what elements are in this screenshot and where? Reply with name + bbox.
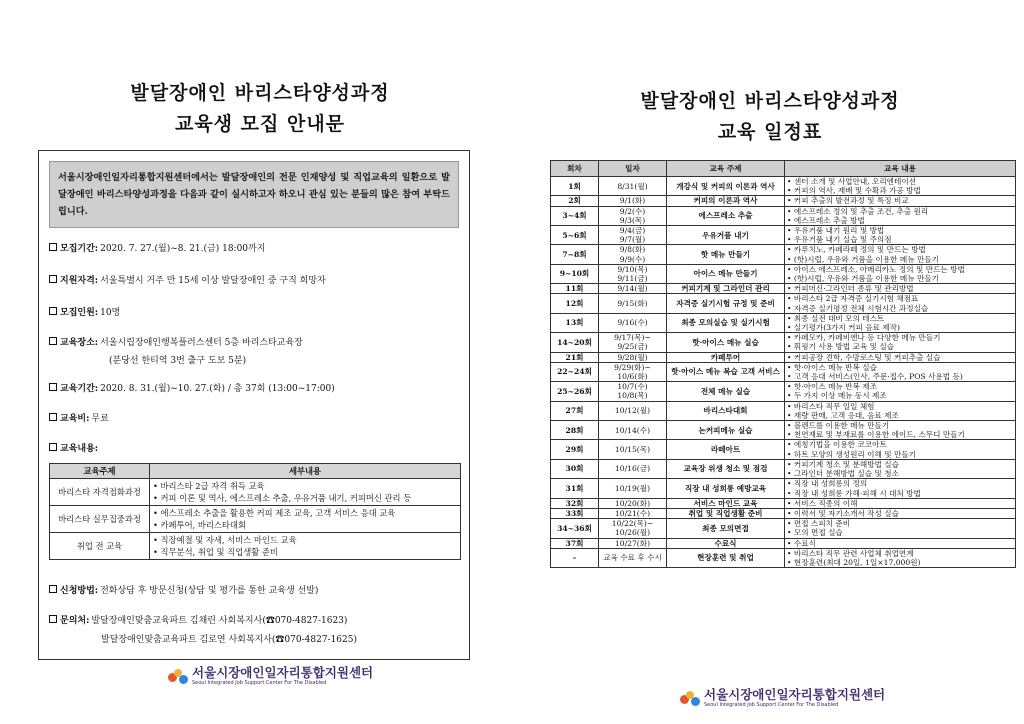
schedule-topic: 취업 및 직업생활 준비 [667, 508, 785, 518]
table-row [50, 479, 461, 506]
schedule-content [785, 294, 1016, 313]
content-item: • 커피 이론 및 역사, 에스프레소 추출, 우유거품 내기, 커피머신 관리 등 [153, 492, 457, 504]
schedule-topic: 핫 메뉴 만들기 [667, 245, 785, 264]
info-label: 신청방법: [60, 586, 99, 596]
info-label: 교육기간: [60, 384, 99, 394]
table-row [551, 245, 1016, 264]
table-row [551, 508, 1016, 518]
schedule-content-item: • 고객 응대 서비스(인사, 주문·접수, POS 사용법 등) [787, 372, 1013, 381]
schedule-content-item: • 바리스타 직무 관련 사업체 취업연계 [787, 549, 1013, 558]
table-row [551, 284, 1016, 294]
org-logo-left [168, 666, 373, 687]
info-value: 무료 [91, 414, 109, 424]
schedule-content-item: • 우유거품 내기 원리 및 방법 [787, 226, 1013, 235]
schedule-session: 37회 [551, 538, 599, 548]
table-row [551, 548, 1016, 567]
schedule-session: 32회 [551, 498, 599, 508]
schedule-session: 30회 [551, 459, 599, 478]
schedule-topic: 바리스타대회 [667, 401, 785, 420]
schedule-content-item: • 센터 소개 및 사업안내, 오리엔테이션 [787, 177, 1013, 186]
schedule-content-item: • 직장 내 성희롱의 정의 [787, 479, 1013, 488]
schedule-content-item: • 모의 면접 실습 [787, 528, 1013, 537]
schedule-topic: 최종 모의면접 [667, 519, 785, 538]
info-value: 서울특별시 거주 만 15세 이상 발달장애인 중 구직 희망자 [100, 276, 326, 286]
schedule-date: 9/2(수) 9/3(목) [599, 206, 667, 225]
logo-subtitle: Seoul Integrated Job Support Center For The Disabled [192, 680, 327, 686]
schedule-date: 교육 수료 후 수시 [599, 548, 667, 567]
info-value: 발달장애인맞춤교육파트 김채린 사회복지사(☎070-4827-1623) [91, 616, 348, 626]
content-table [49, 463, 461, 560]
checkbox-icon [49, 243, 57, 251]
schedule-content [785, 508, 1016, 518]
schedule-content [785, 245, 1016, 264]
info-place [49, 337, 303, 350]
schedule-content [785, 459, 1016, 478]
table-row [551, 459, 1016, 478]
info-label: 지원자격: [60, 276, 99, 286]
schedule-date: 10/15(목) [599, 440, 667, 459]
table-row [551, 362, 1016, 381]
content-topic: 바리스타 실무집중과정 [50, 506, 150, 533]
right-page-title [570, 86, 970, 148]
info-value: 2020. 8. 31.(월)~10. 27.(화) / 총 37회 (13:00~17:00) [100, 384, 335, 394]
schedule-content [785, 498, 1016, 508]
table-row [551, 440, 1016, 459]
schedule-content [785, 264, 1016, 283]
schedule-date: 9/15(화) [599, 294, 667, 313]
schedule-session: 1회 [551, 177, 599, 196]
schedule-content-item: • 최종 실전 대비 모의 테스트 [787, 314, 1013, 323]
schedule-content-item: • 수료식 [787, 539, 1013, 548]
table-row [50, 533, 461, 560]
schedule-content-item: • 휘핑기 사용 방법 교육 및 실습 [787, 342, 1013, 351]
checkbox-icon [49, 275, 57, 283]
schedule-content-item: • 핫·아이스 메뉴 반복 제조 [787, 382, 1013, 391]
logo-subtitle: Seoul Integrated Job Support Center For The Disabled [704, 702, 839, 708]
info-apply [49, 585, 318, 598]
schedule-content [785, 352, 1016, 362]
schedule-content-item: • 면접 스피치 준비 [787, 519, 1013, 528]
content-item: • 직무분석, 취업 및 직업생활 준비 [153, 546, 457, 558]
table-row [551, 226, 1016, 245]
schedule-session: 7~8회 [551, 245, 599, 264]
content-item: • 직장예절 및 자세, 서비스 마인드 교육 [153, 534, 457, 546]
content-topic: 취업 전 교육 [50, 533, 150, 560]
schedule-topic: 에스프레소 추출 [667, 206, 785, 225]
checkbox-icon [49, 413, 57, 421]
content-table-header: 세부내용 [150, 464, 461, 479]
logo-icon [680, 691, 700, 707]
checkbox-icon [49, 615, 57, 623]
content-item: • 바리스타 2급 자격 취득 교육 [153, 480, 457, 492]
schedule-content-item: • 자격증 실기평정 전체 시험시간 과정실습 [787, 304, 1013, 313]
schedule-session: 28회 [551, 421, 599, 440]
table-row [551, 264, 1016, 283]
schedule-content-item: • 핫·아이스 메뉴 반복 실습 [787, 363, 1013, 372]
info-capacity [49, 307, 120, 320]
schedule-date: 9/14(월) [599, 284, 667, 294]
schedule-content [785, 196, 1016, 206]
info-label: 교육장소: [60, 338, 99, 348]
schedule-topic: 우유거품 내기 [667, 226, 785, 245]
schedule-topic: 교육장 위생 청소 및 점검 [667, 459, 785, 478]
table-row [551, 352, 1016, 362]
info-fee [49, 413, 109, 426]
table-row [551, 333, 1016, 352]
schedule-date: 9/4(금) 9/7(월) [599, 226, 667, 245]
logo-name: 서울시장애인일자리통합지원센터 [192, 665, 374, 680]
schedule-session: 29회 [551, 440, 599, 459]
info-label: 모집기간: [60, 244, 99, 254]
schedule-date: 10/12(월) [599, 401, 667, 420]
schedule-content [785, 284, 1016, 294]
schedule-content-item: • 서비스 직종의 이해 [787, 499, 1013, 508]
schedule-header: 일자 [599, 161, 667, 177]
schedule-topic: 현장훈련 및 취업 [667, 548, 785, 567]
left-title-line1: 발달장애인 바리스타양성과정 [130, 82, 390, 104]
schedule-topic: 개강식 및 커피의 이론과 역사 [667, 177, 785, 196]
schedule-topic: 핫·아이스 메뉴 복습 고객 서비스 [667, 362, 785, 381]
info-value: 전화상담 후 방문신청(상담 및 평가를 통한 교육생 선발) [100, 586, 319, 596]
schedule-content-item: • 커피머신·그라인더 종류 및 관리방법 [787, 284, 1013, 293]
schedule-content [785, 401, 1016, 420]
schedule-session: - [551, 548, 599, 567]
schedule-date: 10/20(화) [599, 498, 667, 508]
table-row [50, 506, 461, 533]
content-item: • 카페투어, 바리스타대회 [153, 519, 457, 531]
info-edu-period [49, 383, 335, 396]
table-row [551, 313, 1016, 332]
schedule-date: 10/19(월) [599, 479, 667, 498]
table-row [551, 498, 1016, 508]
schedule-content-item: • 카푸치노, 카페라떼 정의 및 만드는 방법 [787, 245, 1013, 254]
checkbox-icon [49, 443, 57, 451]
table-row [551, 382, 1016, 401]
schedule-content [785, 206, 1016, 225]
table-row [551, 294, 1016, 313]
schedule-date: 9/29(화)~ 10/6(화) [599, 362, 667, 381]
schedule-content-item: • 직장 내 성희롱 가해·피해 시 대처 방법 [787, 489, 1013, 498]
schedule-date: 8/31(월) [599, 177, 667, 196]
schedule-topic: 커피의 이론과 역사 [667, 196, 785, 206]
schedule-header: 회차 [551, 161, 599, 177]
schedule-date: 10/22(목)~ 10/26(월) [599, 519, 667, 538]
info-value: 2020. 7. 27.(월)~8. 21.(금) 18:00까지 [100, 244, 266, 254]
schedule-topic: 커피기계 및 그라인더 관리 [667, 284, 785, 294]
schedule-content-item: • 하트 모양의 생성원리 이해 및 만들기 [787, 450, 1013, 459]
schedule-content-item: • 블렌드를 이용한 메뉴 만들기 [787, 421, 1013, 430]
schedule-session: 27회 [551, 401, 599, 420]
table-row [551, 206, 1016, 225]
right-title-line2: 교육 일정표 [717, 121, 823, 143]
schedule-date: 10/7(수) 10/8(목) [599, 382, 667, 401]
schedule-date: 9/28(월) [599, 352, 667, 362]
schedule-content-item: • 커피의 역사, 재배 및 수확과 가공 방법 [787, 186, 1013, 195]
schedule-content [785, 538, 1016, 548]
schedule-content-item: • 현장훈련(최대 20일, 1일×17,000원) [787, 558, 1013, 567]
schedule-session: 34~36회 [551, 519, 599, 538]
schedule-content-item: • 우유거품 내기 실습 및 주의점 [787, 235, 1013, 244]
schedule-content [785, 382, 1016, 401]
logo-name: 서울시장애인일자리통합지원센터 [704, 687, 886, 702]
schedule-date: 9/16(수) [599, 313, 667, 332]
schedule-content [785, 519, 1016, 538]
schedule-content [785, 313, 1016, 332]
info-contact [49, 615, 347, 628]
schedule-date: 9/1(화) [599, 196, 667, 206]
info-place-sub: (분당선 한티역 3번 출구 도보 5분) [109, 356, 247, 366]
schedule-content [785, 440, 1016, 459]
schedule-topic: 핫·아이스 메뉴 실습 [667, 333, 785, 352]
schedule-content-item: • 그라인더 분해방법 실습 및 청소 [787, 469, 1013, 478]
checkbox-icon [49, 585, 57, 593]
schedule-topic: 직장 내 성희롱 예방교육 [667, 479, 785, 498]
left-title-line2: 교육생 모집 안내문 [174, 113, 346, 135]
schedule-topic: 서비스 마인드 교육 [667, 498, 785, 508]
schedule-session: 33회 [551, 508, 599, 518]
table-row [551, 177, 1016, 196]
schedule-date: 10/16(금) [599, 459, 667, 478]
schedule-content-item: • 재량 판매, 고객 응대, 음료 제조 [787, 411, 1013, 420]
info-contact-second: 발달장애인맞춤교육파트 김로연 사회복지사(☎070-4827-1625) [101, 635, 358, 645]
schedule-content [785, 177, 1016, 196]
schedule-content-item: • 커피 추출의 발전과정 및 특징 비교 [787, 196, 1013, 205]
content-table-header: 교육주제 [50, 464, 150, 479]
schedule-session: 21회 [551, 352, 599, 362]
logo-icon [168, 669, 188, 685]
schedule-topic: 카페투어 [667, 352, 785, 362]
schedule-topic: 라떼아트 [667, 440, 785, 459]
checkbox-icon [49, 337, 57, 345]
schedule-content-item: • 두 가지 이상 메뉴 동시 제조 [787, 391, 1013, 400]
schedule-session: 5~6회 [551, 226, 599, 245]
schedule-content [785, 479, 1016, 498]
schedule-session: 2회 [551, 196, 599, 206]
info-recruit-period [49, 243, 265, 256]
schedule-content-item: • 커피기계 청소 및 분해방법 실습 [787, 460, 1013, 469]
schedule-session: 31회 [551, 479, 599, 498]
schedule-content-item: • 바리스타 직무 일일 체험 [787, 402, 1013, 411]
schedule-header: 교육 내용 [785, 161, 1016, 177]
schedule-header: 교육 주제 [667, 161, 785, 177]
schedule-content-item: • 카페모카, 카페비엔나 등 다양한 메뉴 만들기 [787, 333, 1013, 342]
schedule-session: 13회 [551, 313, 599, 332]
schedule-topic: 최종 모의실습 및 실기시험 [667, 313, 785, 332]
schedule-content-item: • (핫)시럽, 우유와 거품을 이용한 메뉴 만들기 [787, 255, 1013, 264]
schedule-content-item: • 아이스 에스프레소, 아메리카노 정의 및 만드는 방법 [787, 265, 1013, 274]
schedule-session: 9~10회 [551, 264, 599, 283]
schedule-session: 14~20회 [551, 333, 599, 352]
schedule-date: 9/10(목) 9/11(금) [599, 264, 667, 283]
table-row [551, 401, 1016, 420]
org-logo-right [680, 688, 885, 709]
table-row [551, 538, 1016, 548]
info-qualification [49, 275, 326, 288]
schedule-content-item: • 천연재료 및 부재료를 이용한 에이드, 스무디 만들기 [787, 430, 1013, 439]
info-label: 문의처: [60, 616, 90, 626]
table-row [551, 519, 1016, 538]
schedule-content-item: • 이력서 및 자기소개서 작성 실습 [787, 509, 1013, 518]
schedule-date: 9/17(목)~ 9/25(금) [599, 333, 667, 352]
table-row [551, 421, 1016, 440]
schedule-content-item: • (핫)시럽, 우유와 거품을 이용한 메뉴 만들기 [787, 274, 1013, 283]
info-content [49, 443, 98, 456]
right-title-line1: 발달장애인 바리스타양성과정 [640, 90, 900, 112]
content-topic: 바리스타 자격점화과정 [50, 479, 150, 506]
schedule-topic: 자격증 실기시험 규정 및 준비 [667, 294, 785, 313]
schedule-content [785, 226, 1016, 245]
schedule-table [550, 160, 1016, 568]
schedule-date: 10/27(화) [599, 538, 667, 548]
content-item: • 에스프레소 추출을 활용한 커피 제조 교육, 고객 서비스 응대 교육 [153, 507, 457, 519]
schedule-content-item: • 실기평가(3가지 커피 음료 제작) [787, 323, 1013, 332]
schedule-session: 25~26회 [551, 382, 599, 401]
schedule-content-item: • 커피공장 견학, 수망로스팅 및 커피추출 실습 [787, 353, 1013, 362]
schedule-topic: 수료식 [667, 538, 785, 548]
schedule-topic: 아이스 메뉴 만들기 [667, 264, 785, 283]
recruitment-notice-box [38, 150, 470, 660]
table-row [551, 196, 1016, 206]
intro-paragraph: 서울시장애인일자리통합지원센터에서는 발달장애인의 전문 인재양성 및 직업교육의 일환으로 발달장애인 바리스타양성과정을 다음과 같이 실시하고자 하오니 관심 있는 분들의 많은 참여 부탁드립니다. [49, 161, 459, 228]
schedule-topic: 전체 메뉴 실습 [667, 382, 785, 401]
schedule-content-item: • 에스프레소 정의 및 추출 조건, 추출 원리 [787, 207, 1013, 216]
left-page-title [60, 78, 460, 140]
info-value: 서울시립장애인행복플러스센터 5층 바리스타교육장 [100, 338, 303, 348]
schedule-content-item: • 에스프레소 추출 방법 [787, 216, 1013, 225]
checkbox-icon [49, 307, 57, 315]
schedule-content [785, 421, 1016, 440]
schedule-content [785, 333, 1016, 352]
schedule-session: 11회 [551, 284, 599, 294]
schedule-content [785, 362, 1016, 381]
schedule-topic: 논커피메뉴 실습 [667, 421, 785, 440]
schedule-session: 22~24회 [551, 362, 599, 381]
schedule-date: 10/14(수) [599, 421, 667, 440]
checkbox-icon [49, 383, 57, 391]
schedule-content [785, 548, 1016, 567]
info-label: 교육비: [60, 414, 90, 424]
schedule-date: 9/8(화) 9/9(수) [599, 245, 667, 264]
schedule-session: 12회 [551, 294, 599, 313]
schedule-content-item: • 에칭기법을 이용한 코코아트 [787, 440, 1013, 449]
info-label: 교육내용: [60, 444, 99, 454]
info-label: 모집인원: [60, 308, 99, 318]
schedule-date: 10/21(수) [599, 508, 667, 518]
schedule-content-item: • 바리스타 2급 자격증 실기시험 채점표 [787, 294, 1013, 303]
info-value: 10명 [100, 308, 121, 318]
table-row [551, 479, 1016, 498]
schedule-session: 3~4회 [551, 206, 599, 225]
